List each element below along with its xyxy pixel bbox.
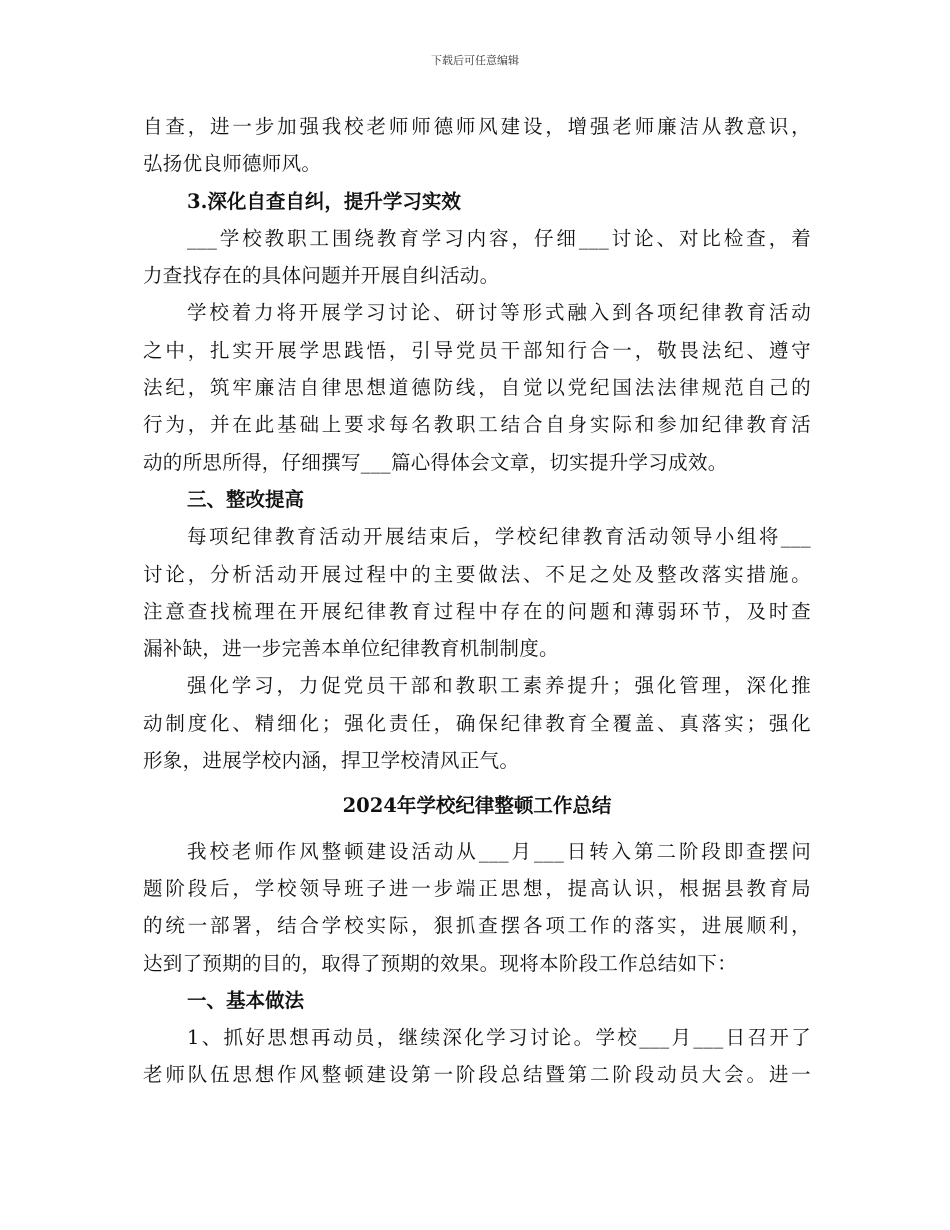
- text-line: 之中，扎实开展学思践悟，引导党员干部知行合一，敬畏法纪、遵守: [143, 338, 811, 362]
- text-line: 强化学习，力促党员干部和教职工素养提升；强化管理，深化推: [187, 674, 811, 698]
- text-line: 注意查找梳理在开展纪律教育过程中存在的问题和薄弱环节，及时查: [143, 599, 811, 623]
- text-line: 达到了预期的目的，取得了预期的效果。现将本阶段工作总结如下：: [143, 951, 738, 975]
- text-line: 行为，并在此基础上要求每名教职工结合自身实际和参加纪律教育活: [143, 413, 811, 437]
- subheading: 3.深化自查自纠，提升学习实效: [187, 189, 461, 213]
- text-line: 的统一部署，结合学校实际，狠抓查摆各项工作的落实，进展顺利，: [143, 914, 811, 938]
- text-line: 每项纪律教育活动开展结束后，学校纪律教育活动领导小组将___: [187, 525, 811, 549]
- text-line: ___学校教职工围绕教育学习内容，仔细___讨论、对比检查，着: [187, 226, 811, 250]
- document-body: [143, 108, 811, 1094]
- text-line: 漏补缺，进一步完善本单位纪律教育机制制度。: [143, 637, 559, 661]
- text-line: 题阶段后，学校领导班子进一步端正思想，提高认识，根据县教育局: [143, 876, 811, 900]
- text-line: 动的所思所得，仔细撰写___篇心得体会文章，切实提升学习成效。: [143, 450, 728, 474]
- text-line: 学校着力将开展学习讨论、研讨等形式融入到各项纪律教育活动: [187, 301, 811, 325]
- text-line: 形象，进展学校内涵，捍卫学校清风正气。: [143, 749, 520, 773]
- text-line: 弘扬优良师德师风。: [143, 152, 322, 176]
- section-heading: 三、整改提高: [187, 487, 305, 511]
- text-line: 动制度化、精细化；强化责任，确保纪律教育全覆盖、真落实；强化: [143, 711, 811, 735]
- text-line: 力查找存在的具体问题并开展自纠活动。: [143, 264, 500, 288]
- page-header: 下载后可任意编辑: [431, 54, 519, 67]
- section-heading: 一、基本做法: [187, 988, 305, 1012]
- text-line: 老师队伍思想作风整顿建设第一阶段总结暨第二阶段动员大会。进一: [143, 1063, 811, 1087]
- text-line: 1、抓好思想再动员，继续深化学习讨论。学校___月___日召开了: [187, 1026, 811, 1050]
- text-line: 我校老师作风整顿建设活动从___月___日转入第二阶段即查摆问: [187, 839, 811, 863]
- text-line: 自查，进一步加强我校老师师德师风建设，增强老师廉洁从教意识，: [143, 115, 811, 138]
- text-line: 讨论，分析活动开展过程中的主要做法、不足之处及整改落实措施。: [143, 562, 811, 586]
- document-title: 2024年学校纪律整顿工作总结: [342, 794, 612, 818]
- text-line: 法纪，筑牢廉洁自律思想道德防线，自觉以党纪国法法律规范自己的: [143, 376, 811, 400]
